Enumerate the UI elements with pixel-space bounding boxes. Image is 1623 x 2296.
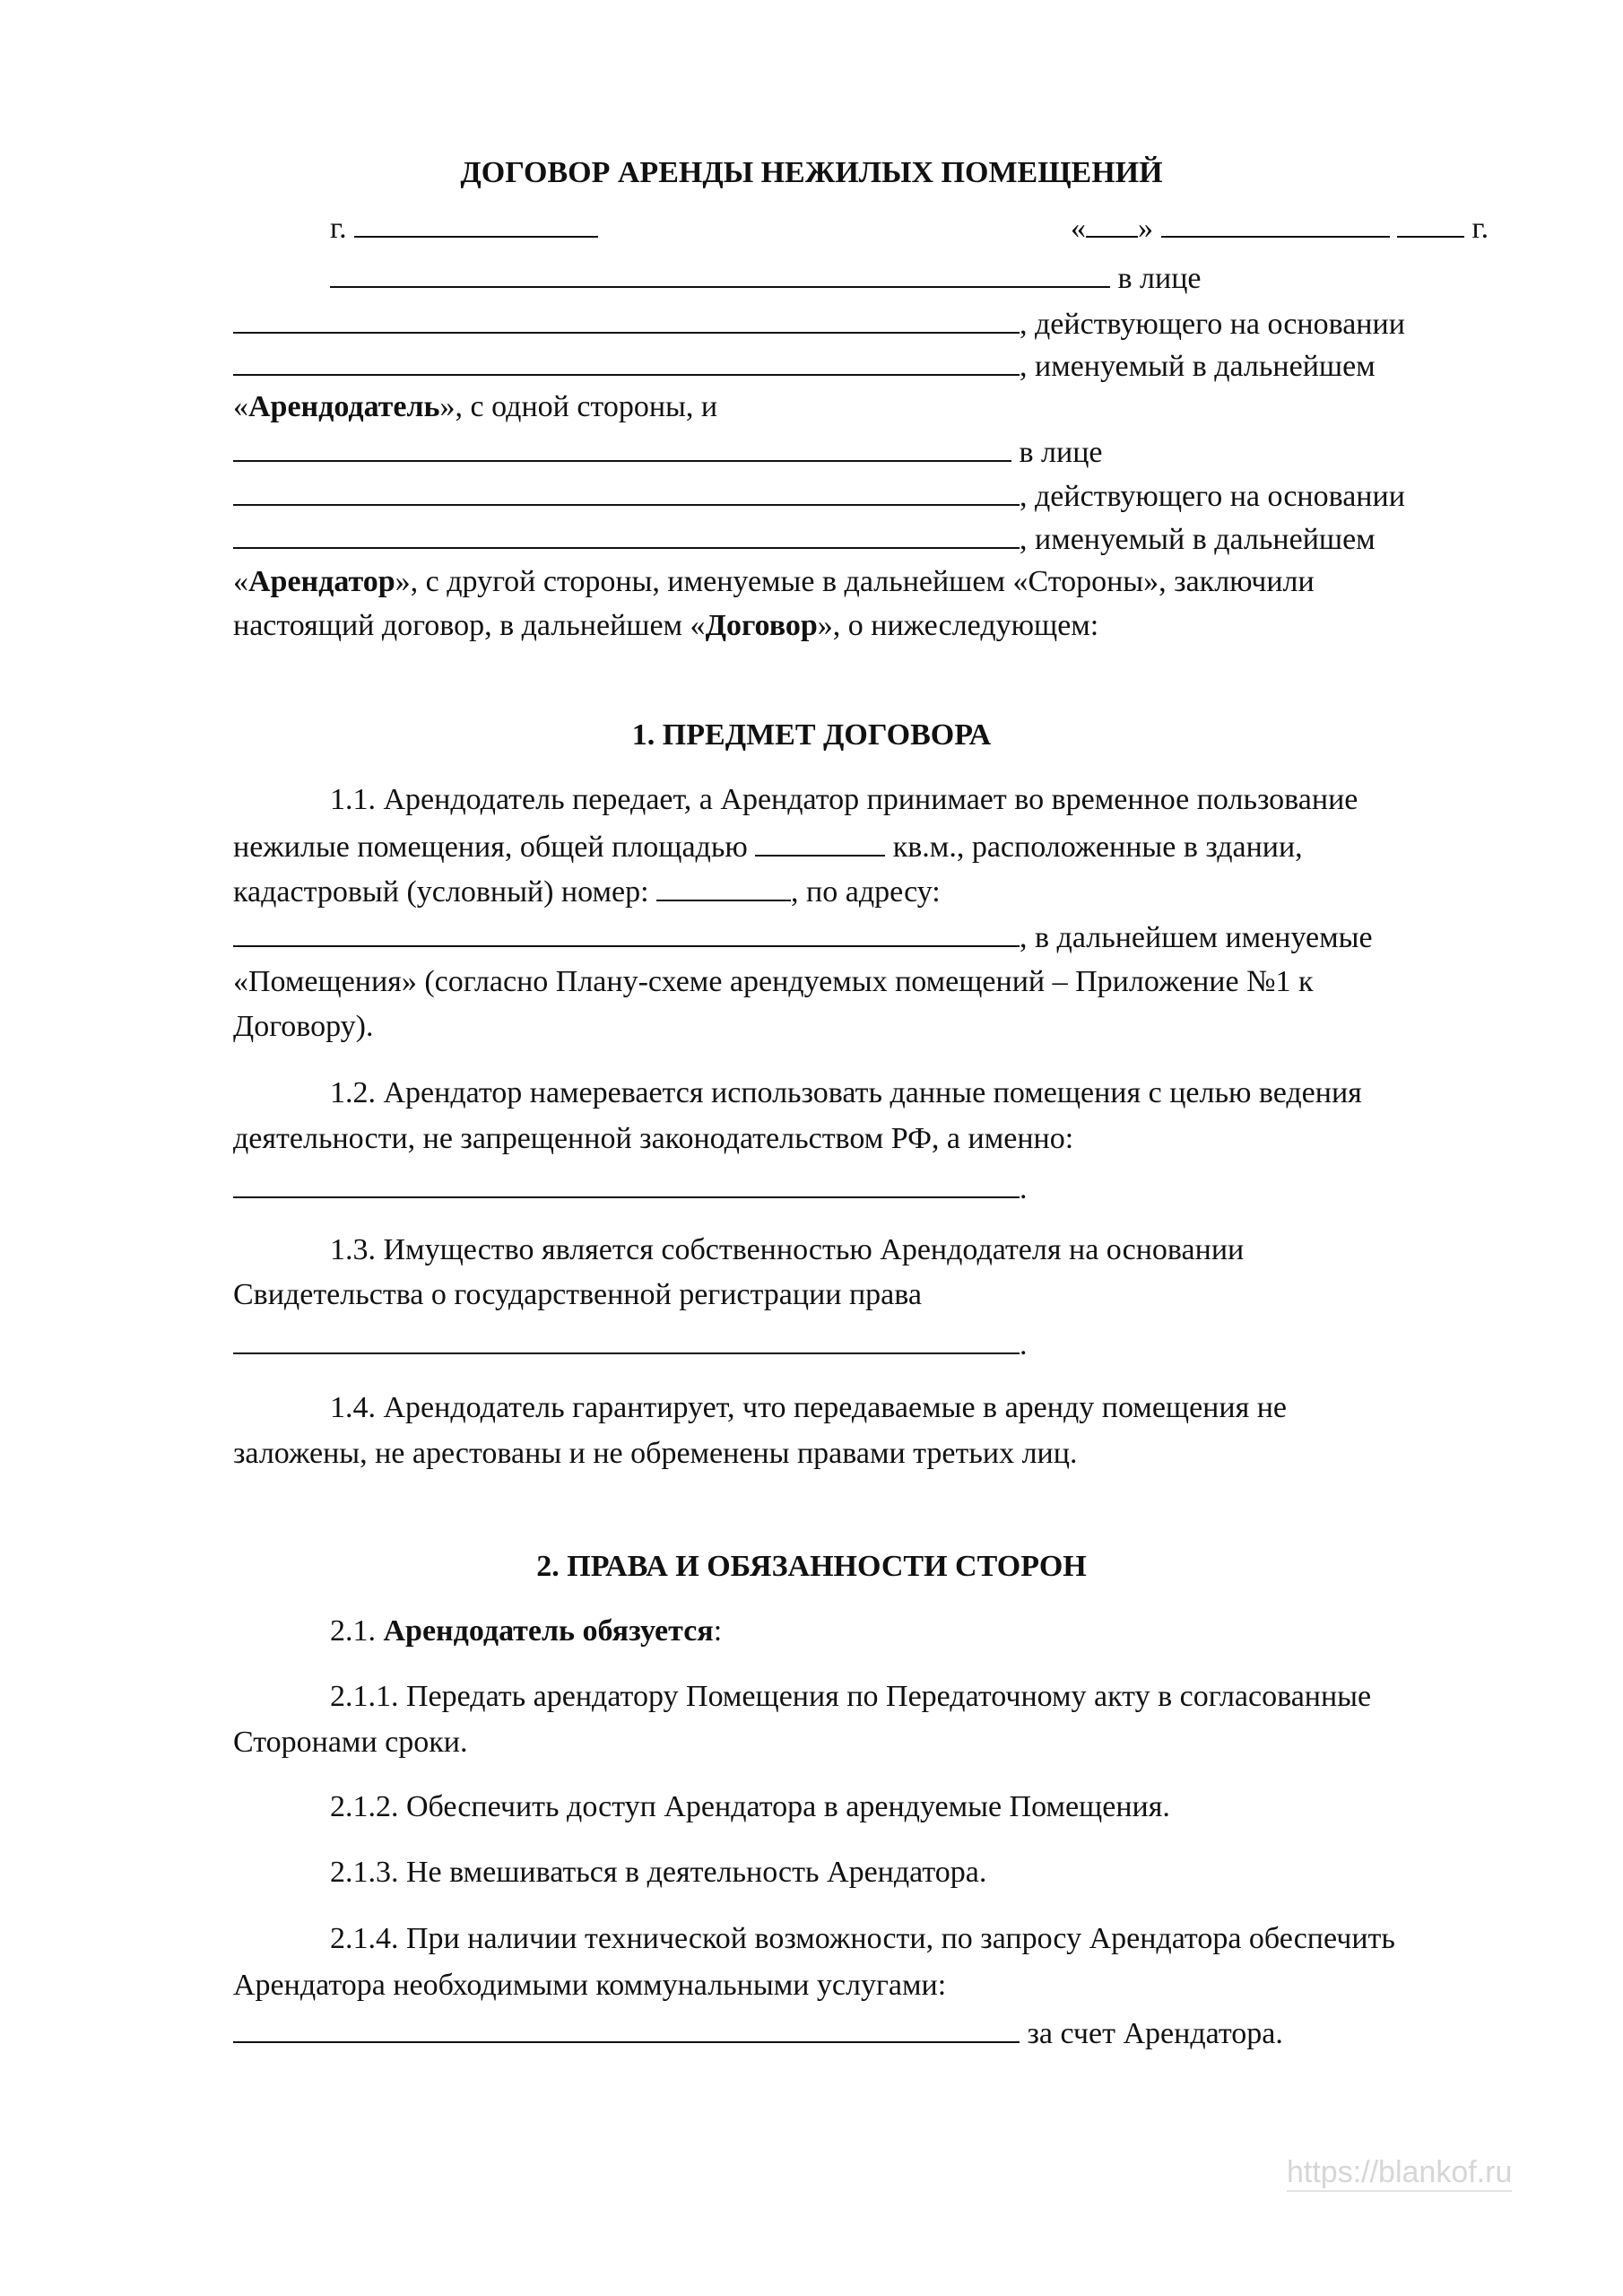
- city-line: [330, 205, 598, 248]
- tenant-term: Арендатор: [248, 565, 395, 598]
- text: , действующего на основании: [1020, 308, 1405, 341]
- section-heading: 1. ПРЕДМЕТ ДОГОВОРА: [631, 718, 992, 752]
- landlord-obligations-term: Арендодатель обязуется: [383, 1614, 714, 1648]
- text: », о нижеследующем:: [817, 609, 1099, 642]
- area-blank: [755, 824, 885, 857]
- blank: [233, 430, 1011, 462]
- clause-line: [233, 1166, 1028, 1209]
- clause-line: заложены, не арестованы и не обременены правами третьих лиц.: [233, 1437, 1078, 1470]
- clause-line: [233, 869, 941, 912]
- text: .: [1020, 1172, 1028, 1205]
- clause-line: «Помещения» (согласно Плану-схеме арендуемых помещений – Приложение №1 к: [233, 965, 1314, 998]
- month-blank: [1161, 205, 1390, 238]
- clause-line: 1.1. Арендодатель передает, а Арендатор принимает во временное пользование: [330, 783, 1358, 816]
- date-line: [1071, 205, 1488, 248]
- utilities-blank: [233, 2011, 1020, 2043]
- text: кв.м., расположенные в здании,: [892, 831, 1303, 864]
- clause-line: Сторонами сроки.: [233, 1726, 468, 1759]
- quote-open: «: [1071, 212, 1086, 245]
- clause-line: Арендатора необходимыми коммунальными услугами:: [233, 1969, 947, 2002]
- preamble-line: [233, 517, 1376, 560]
- text: , именуемый в дальнейшем: [1020, 350, 1376, 383]
- text: », с другой стороны, именуемые в дальнейшем «Стороны», заключили: [395, 565, 1315, 598]
- clause-line: [233, 824, 1303, 867]
- landlord-term: Арендодатель: [248, 390, 440, 423]
- watermark-link[interactable]: https://blankof.ru: [1287, 2154, 1512, 2192]
- certificate-blank: [233, 1322, 1020, 1354]
- text: , действующего на основании: [1020, 480, 1405, 513]
- text: .: [1020, 1328, 1028, 1361]
- cadastral-blank: [656, 869, 791, 901]
- text: в лице: [1117, 262, 1202, 295]
- text: кадастровый (условный) номер:: [233, 875, 657, 909]
- blank: [233, 344, 1020, 376]
- preamble-line: [233, 474, 1405, 517]
- clause-line: 1.4. Арендодатель гарантирует, что передаваемые в аренду помещения не: [330, 1391, 1287, 1424]
- contract-term: Договор: [705, 609, 818, 642]
- text: за счет Арендатора.: [1020, 2017, 1283, 2050]
- text: «: [233, 390, 248, 423]
- city-prefix: г.: [330, 212, 347, 245]
- blank: [233, 474, 1020, 506]
- quote-close: »: [1138, 212, 1153, 245]
- section-heading: 2. ПРАВА И ОБЯЗАННОСТИ СТОРОН: [536, 1550, 1087, 1583]
- text: », с одной стороны, и: [439, 390, 718, 423]
- city-blank: [354, 205, 598, 238]
- preamble-line: [233, 344, 1376, 387]
- clause-line: [233, 1322, 1028, 1365]
- preamble-line: [233, 604, 1098, 648]
- clause-line: [233, 915, 1373, 958]
- text: , в дальнейшем именуемые: [1020, 921, 1373, 954]
- text: 2.1.: [330, 1614, 384, 1648]
- activity-blank: [233, 1166, 1020, 1198]
- year-suffix: г.: [1471, 212, 1489, 245]
- text: , именуемый в дальнейшем: [1020, 523, 1376, 556]
- text: в лице: [1019, 436, 1103, 469]
- clause-line: 2.1.4. При наличии технической возможности, по запросу Арендатора обеспечить: [330, 1922, 1395, 1955]
- preamble-line: [233, 386, 717, 429]
- clause-line: 2.1.3. Не вмешиваться в деятельность Арендатора.: [330, 1856, 987, 1889]
- preamble-line: [233, 430, 1103, 473]
- preamble-line: [233, 561, 1315, 604]
- clause-line: 1.3. Имущество является собственностью Арендодателя на основании: [330, 1233, 1245, 1266]
- clause-line: [233, 2011, 1283, 2054]
- clause-line: 2.1.2. Обеспечить доступ Арендатора в арендуемые Помещения.: [330, 1790, 1170, 1823]
- clause-line: 1.2. Арендатор намеревается использовать данные помещения с целью ведения: [330, 1076, 1362, 1109]
- text: «: [233, 565, 248, 598]
- blank: [233, 301, 1020, 334]
- clause-line: Свидетельства о государственной регистрации права: [233, 1278, 922, 1311]
- day-blank: [1086, 205, 1138, 238]
- preamble-line: [233, 301, 1405, 344]
- blank: [233, 517, 1020, 549]
- document-title: ДОГОВОР АРЕНДЫ НЕЖИЛЫХ ПОМЕЩЕНИЙ: [460, 156, 1163, 189]
- clause-line: [330, 1610, 722, 1653]
- year-blank: [1397, 205, 1464, 238]
- text: настоящий договор, в дальнейшем «: [233, 609, 706, 642]
- clause-line: деятельности, не запрещенной законодательством РФ, а именно:: [233, 1122, 1074, 1155]
- blank: [330, 256, 1110, 288]
- clause-line: 2.1.1. Передать арендатору Помещения по Передаточному акту в согласованные: [330, 1680, 1372, 1713]
- address-blank: [233, 915, 1020, 947]
- clause-line: Договору).: [233, 1010, 374, 1043]
- text: :: [713, 1614, 723, 1648]
- text: нежилые помещения, общей площадью: [233, 831, 756, 864]
- preamble-line: [330, 256, 1202, 299]
- text: , по адресу:: [791, 875, 941, 909]
